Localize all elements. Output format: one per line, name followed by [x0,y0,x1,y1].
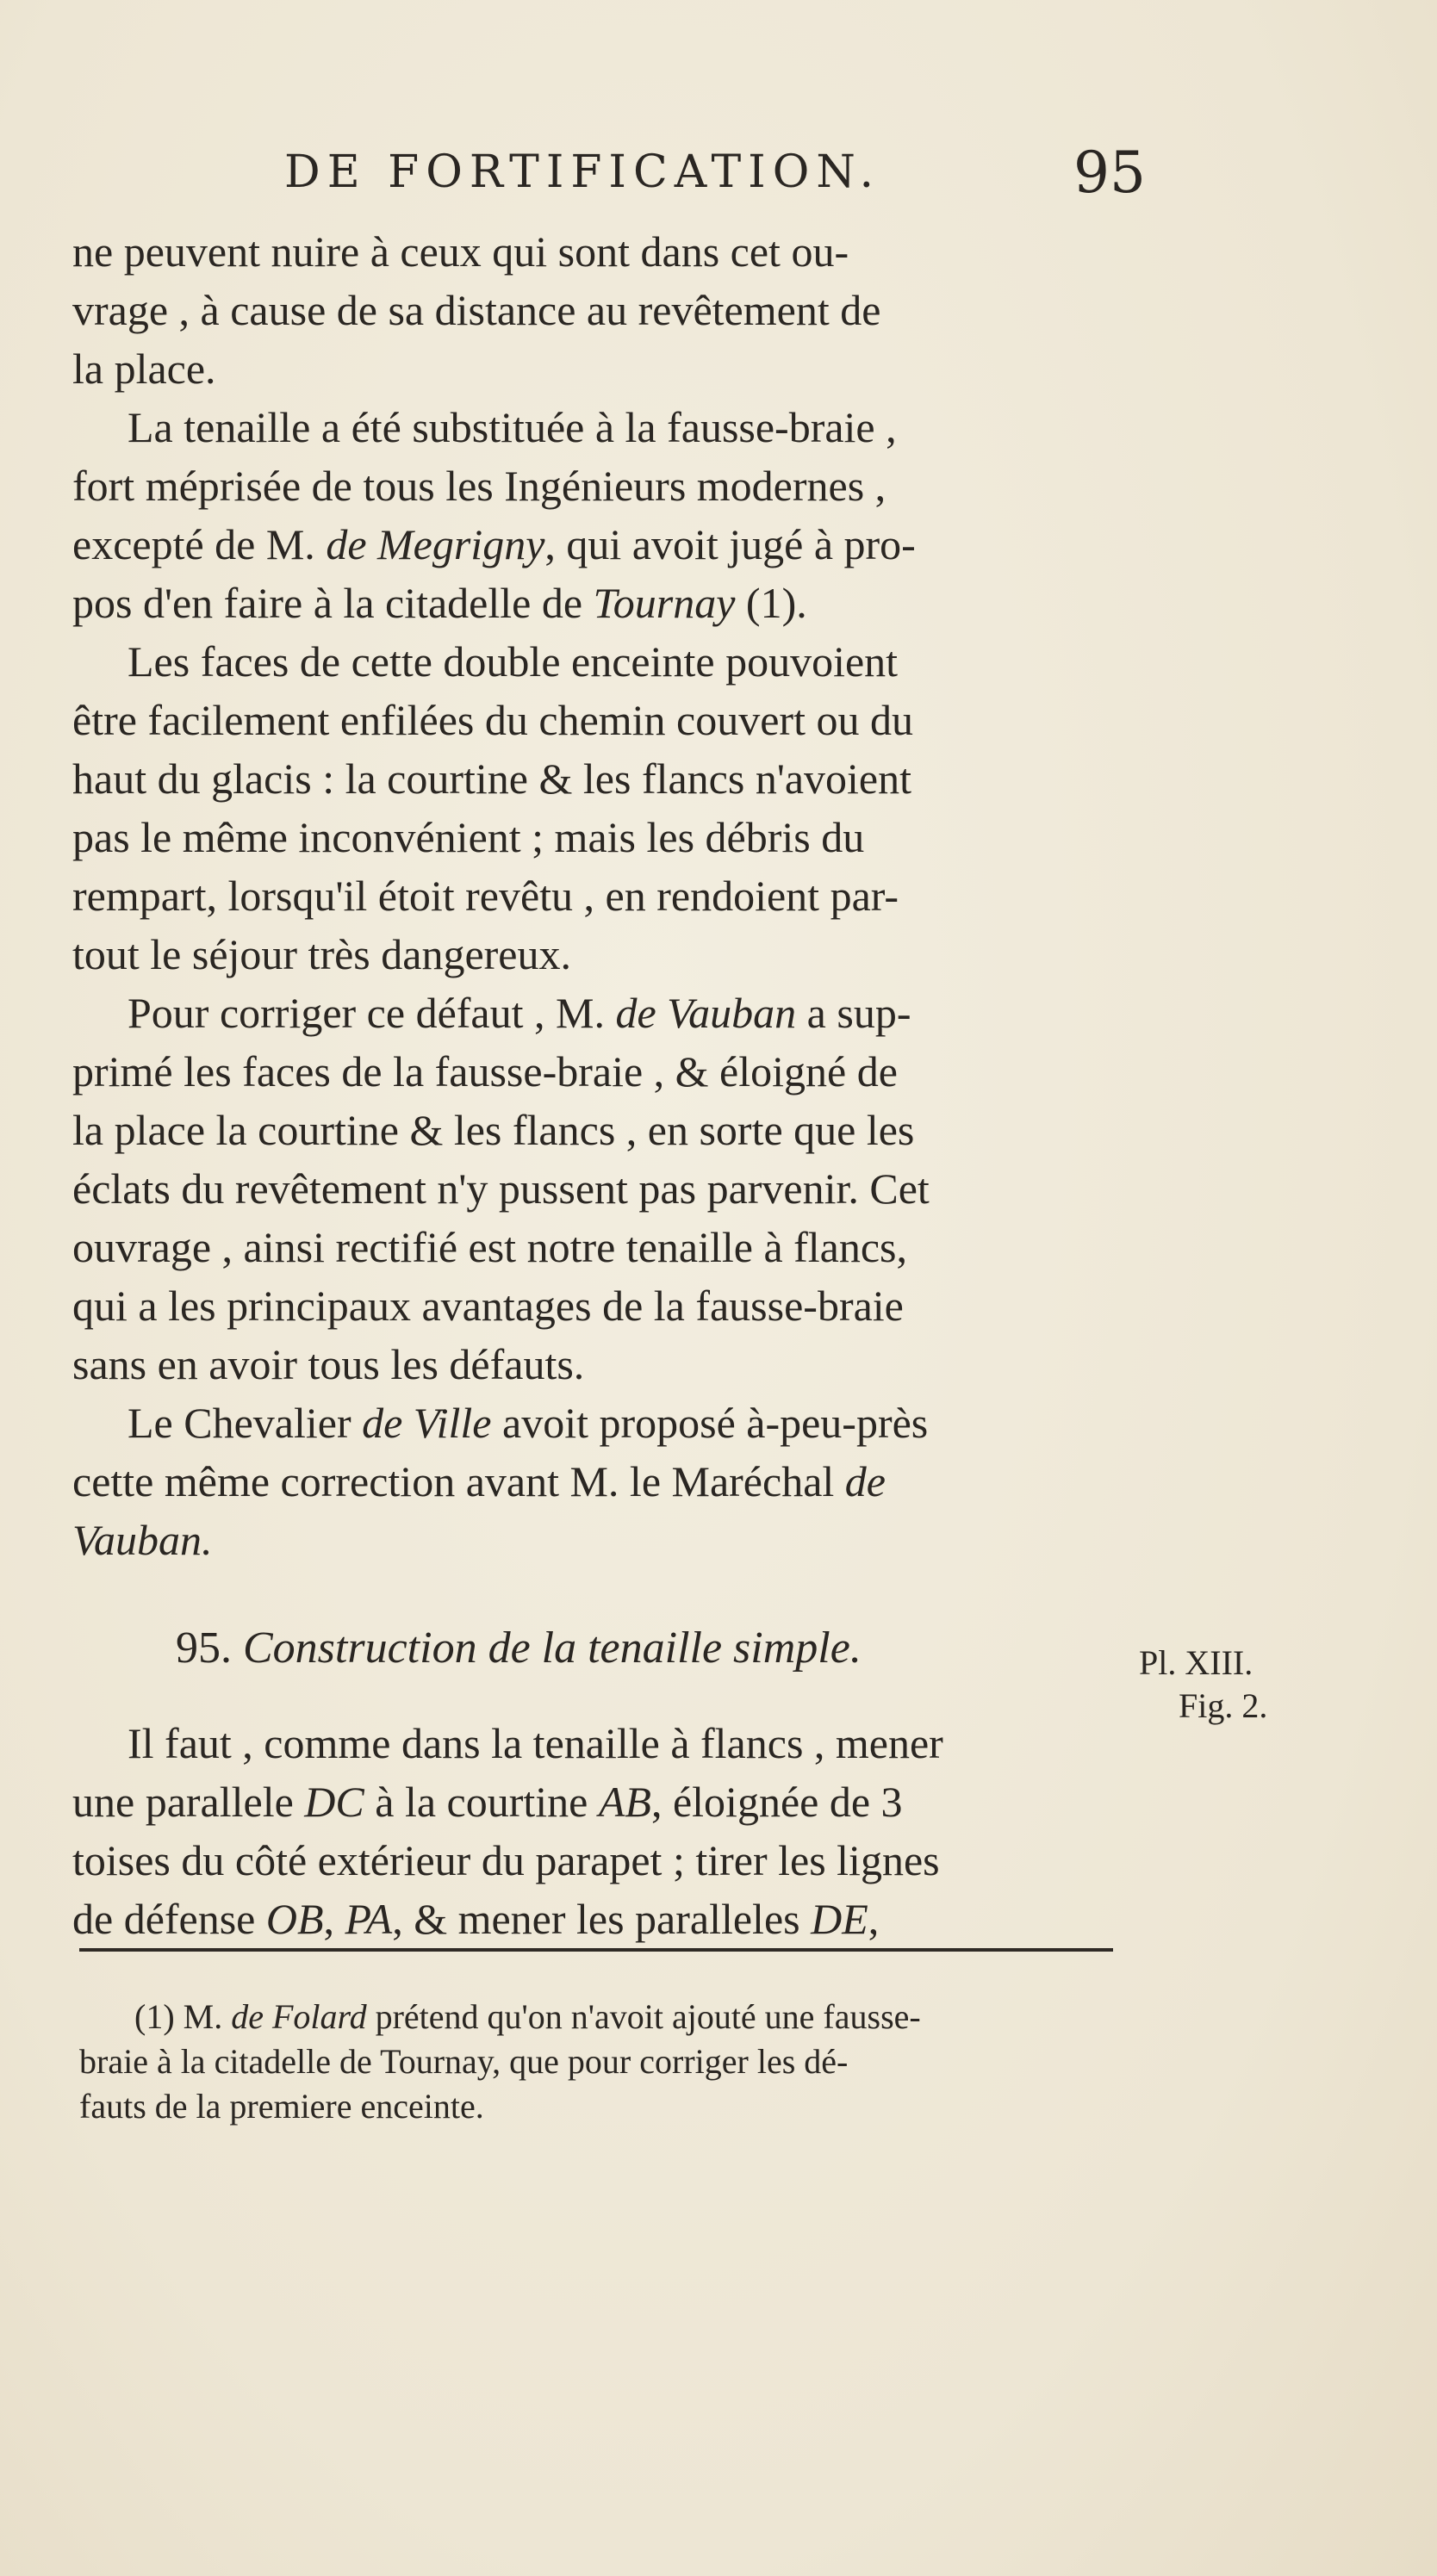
text-span: à la courtine [364,1778,599,1826]
text-line [72,1394,1158,1452]
page-header [284,140,1146,215]
text-line [72,632,1158,691]
text-line: éclats du revêtement n'y pussent pas parvenir. Cet [72,1164,930,1213]
text-line [72,1511,1158,1569]
text-span: cette même correction avant M. le Maréchal [72,1457,845,1505]
figure-reference: Fig. 2. [1179,1686,1268,1725]
text-line: vrage , à cause de sa distance au revêtement de [72,286,881,334]
text-span: , & mener les paralleles [392,1895,812,1943]
text-span: avoit proposé à-peu-près [491,1399,929,1447]
page-number: 95 [1073,140,1146,206]
text-line [72,1714,1158,1772]
text-line: tout le séjour très dangereux. [72,930,571,978]
text-line: la place. [72,345,216,393]
section-heading [72,1614,1158,1683]
text-span: (1) M. [134,1997,232,2036]
person-name: Vauban. [72,1516,213,1564]
footnote-rule [79,1948,1113,1952]
text-span: prétend qu'on n'avoit ajouté une fausse- [366,1997,921,2036]
text-line: qui a les principaux avantages de la fausse-braie [72,1282,904,1330]
line-label: PA [345,1895,393,1943]
line-label: DE [811,1895,868,1943]
footnote-line: fauts de la premiere enceinte. [79,2087,484,2126]
text-line [72,398,1158,456]
text-line [72,1890,1158,1948]
text-line: haut du glacis : la courtine & les flancs n'avoient [72,754,911,803]
text-line [72,1452,1158,1511]
text-line [72,984,1158,1042]
text-span: La tenaille a été substituée à la fausse-braie , [128,403,897,451]
line-label: DC [304,1778,364,1826]
text-span: Les faces de cette double enceinte pouvoient [128,637,899,686]
text-line: être facilement enfilées du chemin couvert ou du [72,696,913,744]
text-line: fort méprisée de tous les Ingénieurs modernes , [72,462,886,510]
text-span: a sup- [796,989,911,1037]
text-line: primé les faces de la fausse-braie , & éloigné de [72,1047,898,1096]
person-name: de [844,1457,886,1505]
person-name: de Ville [362,1399,492,1447]
line-label: OB [265,1895,324,1943]
footnote-ref: (1). [735,579,807,627]
text-line [72,574,1158,632]
text-span: excepté de M. [72,520,327,568]
text-line: pas le même inconvénient ; mais les débris du [72,813,865,861]
text-span: , éloignée de 3 [650,1778,903,1826]
marginal-note [1139,1642,1267,1728]
text-span: , [868,1895,880,1943]
footnote-line [79,1995,1130,2039]
text-span: Le Chevalier [128,1399,363,1447]
text-span: , qui avoit jugé à pro- [544,520,916,568]
text-line [72,1772,1158,1831]
place-name: Tournay [593,579,736,627]
line-label: AB [598,1778,651,1826]
text-line: rempart, lorsqu'il étoit revêtu , en rendoient par- [72,872,899,920]
main-text [72,222,1158,1948]
person-name: de Megrigny [326,520,545,568]
plate-reference: Pl. XIII. [1139,1643,1253,1682]
text-span: une parallele [72,1778,305,1826]
text-line: ne peuvent nuire à ceux qui sont dans cet ou- [72,227,849,276]
text-line: ouvrage , ainsi rectifié est notre tenaille à flancs, [72,1223,908,1271]
text-span: pos d'en faire à la citadelle de [72,579,594,627]
text-line: la place la courtine & les flancs , en sorte que les [72,1106,915,1154]
text-line: sans en avoir tous les défauts. [72,1340,585,1388]
section-title: Construction de la tenaille simple. [243,1623,862,1673]
footnote [79,1995,1130,2129]
running-head: DE FORTIFICATION. [284,146,881,198]
text-span: Il faut , comme dans la tenaille à flancs , mener [128,1719,943,1767]
section-number: 95. [176,1623,243,1673]
person-name: de Folard [231,1997,367,2036]
text-line: toises du côté extérieur du parapet ; tirer les lignes [72,1836,940,1884]
text-span: de défense [72,1895,266,1943]
footnote-line: braie à la citadelle de Tournay, que pour corriger les dé- [79,2042,849,2081]
text-line [72,515,1158,574]
person-name: de Vauban [615,989,797,1037]
text-span: Pour corriger ce défaut , M. [128,989,616,1037]
text-span: , [323,1895,345,1943]
